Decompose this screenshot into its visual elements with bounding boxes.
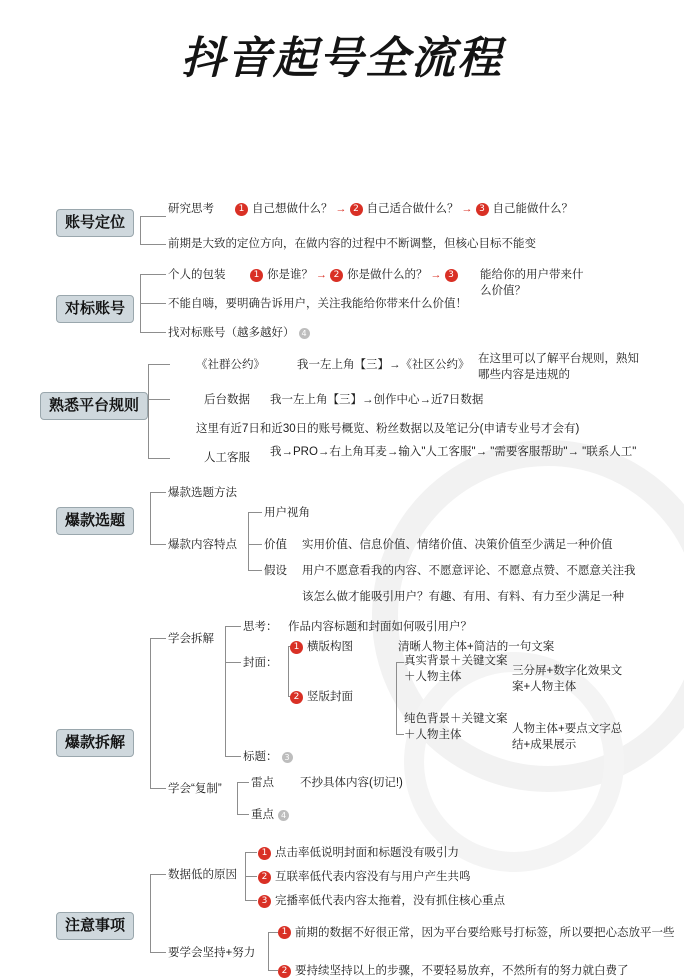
connector [150, 638, 166, 639]
badge-number: 3 [258, 895, 271, 908]
connector [148, 364, 170, 365]
section-label-hot-topic[interactable]: 爆款选题 [56, 507, 134, 535]
item-backend-data-path: 我一左上角【三】→创作中心→近7日数据 [270, 394, 484, 406]
note-benchmark-1: 不能自嗨，要明确告诉用户，关注我能给你带来什么价值！ [168, 298, 467, 310]
connector [268, 932, 278, 933]
connector [140, 216, 141, 244]
connector [150, 788, 166, 789]
item-vertical-cover-style-2-desc: 人物主体+要点文字总结+成果展示 [512, 723, 623, 751]
connector [237, 814, 249, 815]
item-vertical-cover-style-1-desc: 三分屏+数字化效果文案+人物主体 [512, 665, 623, 693]
connector [248, 544, 262, 545]
section-label-account-positioning[interactable]: 账号定位 [56, 209, 134, 237]
branch-persistence-effort: 要学会坚持+努力 [168, 947, 256, 959]
item-community-convention-desc: 在这里可以了解平台规则，熟知哪些内容是违规的 [478, 353, 639, 381]
connector [225, 626, 226, 756]
connector [268, 970, 278, 971]
badge-number: 2 [258, 871, 271, 884]
item-assumption: 假设 [264, 565, 287, 577]
branch-research-thinking: 研究思考 [168, 203, 214, 215]
item-community-convention-path: 我一左上角【三】→《社区公约》 [297, 359, 470, 371]
connector [245, 852, 257, 853]
item-vertical-cover-style-2: 纯色背景＋关键文案＋人物主体 [404, 713, 508, 741]
connector [140, 274, 166, 275]
section-label-hot-deconstruction[interactable]: 爆款拆解 [56, 729, 134, 757]
badge-grey: 4 [299, 328, 310, 339]
badge-number: 2 [350, 203, 363, 216]
item-keep-persisting: 2 要持续坚持以上的步骤，不要轻易放弃，不然所有的努力就白费了 [278, 964, 629, 980]
item-thinking-desc: 作品内容标题和封面如何吸引用户？ [288, 621, 472, 633]
connector [150, 544, 166, 545]
connector [237, 782, 238, 814]
connector [140, 303, 166, 304]
item-cover-label: 封面： [243, 657, 278, 669]
item-value: 价值 [264, 539, 287, 551]
connector [225, 756, 241, 757]
section-label-notes[interactable]: 注意事项 [56, 912, 134, 940]
badge-number: 1 [250, 269, 263, 282]
connector [245, 900, 257, 901]
connector [148, 458, 170, 459]
item-vertical-cover-style-1: 真实背景＋关键文案＋人物主体 [404, 655, 508, 683]
connector [150, 874, 166, 875]
connector [150, 492, 166, 493]
connector [248, 512, 249, 570]
connector [140, 244, 166, 245]
item-pitfall: 雷点 [251, 777, 274, 789]
section-label-platform-rules[interactable]: 熟悉平台规则 [40, 392, 148, 420]
branch-community-convention: 《社群公约》 [196, 359, 265, 371]
badge-number: 3 [445, 269, 458, 282]
item-completion-low: 3 完播率低代表内容太拖着，没有抓住核心重点 [258, 894, 505, 910]
item-horizontal-layout-desc: 清晰人物主体+简洁的一句文案 [398, 641, 555, 653]
item-who-are-you: 1 你是谁？ → 2 你是做什么的？ → 3 [250, 268, 462, 284]
branch-content-traits: 爆款内容特点 [168, 539, 237, 551]
arrow-icon: → [461, 203, 473, 216]
branch-low-data-reasons: 数据低的原因 [168, 869, 237, 881]
branch-learn-to-deconstruct: 学会拆解 [168, 633, 214, 645]
item-user-perspective: 用户视角 [264, 507, 310, 519]
section-label-benchmark-account[interactable]: 对标账号 [56, 295, 134, 323]
note-positioning: 前期是大致的定位方向，在做内容的过程中不断调整，但核心目标不能变 [168, 238, 536, 250]
connector [288, 646, 289, 696]
connector [245, 876, 257, 877]
item-engagement-low: 2 互联率低代表内容没有与用户产生共鸣 [258, 870, 471, 886]
connector [150, 492, 151, 544]
connector [396, 662, 397, 734]
badge-number: 3 [476, 203, 489, 216]
item-assumption-desc-1: 用户不愿意看我的内容、不愿意评论、不愿意点赞、不愿意关注我 [302, 565, 636, 577]
badge-number: 1 [235, 203, 248, 216]
badge-number: 2 [330, 269, 343, 282]
item-value-for-users: 能给你的用户带来什么价值？ [480, 269, 584, 297]
item-pitfall-desc: 不抄具体内容(切记!) [300, 777, 403, 789]
badge-number: 1 [258, 847, 271, 860]
badge-grey: 4 [278, 810, 289, 821]
connector [396, 734, 404, 735]
arrow-icon: → [335, 203, 347, 216]
item-horizontal-layout: 1 横版构图 [290, 640, 353, 656]
badge-number: 1 [278, 926, 291, 939]
connector [150, 638, 151, 788]
item-assumption-desc-2: 该怎么做才能吸引用户？有趣、有用、有料、有力至少满足一种 [302, 591, 624, 603]
arrow-icon: → [316, 269, 327, 282]
badge-number: 1 [290, 641, 303, 654]
branch-learn-to-copy: 学会“复制” [168, 783, 222, 795]
badge-number: 2 [278, 965, 291, 978]
arrow-icon: → [430, 269, 442, 282]
connector [150, 952, 166, 953]
connector [225, 626, 241, 627]
connector [148, 364, 149, 458]
connector [396, 662, 404, 663]
branch-personal-packaging: 个人的包装 [168, 269, 226, 281]
branch-backend-data: 后台数据 [204, 394, 250, 406]
badge-number: 2 [290, 691, 303, 704]
connector [237, 782, 249, 783]
connector [140, 216, 166, 217]
item-value-desc: 实用价值、信息价值、情绪价值、决策价值至少满足一种价值 [302, 539, 613, 551]
branch-topic-method: 爆款选题方法 [168, 487, 237, 499]
badge-grey: 3 [282, 752, 293, 763]
item-early-data-normal: 1 前期的数据不好很正常，因为平台要给账号打标签，所以要把心态放平一些 [278, 926, 655, 942]
item-what-i-want-to-do: 1 自己想做什么？ → 2 自己适合做什么？ → 3 自己能做什么？ [235, 202, 573, 218]
item-title-label: 标题： 3 [243, 750, 293, 766]
item-vertical-cover: 2 竖版封面 [290, 690, 353, 706]
item-backend-data-desc: 这里有近7日和近30日的账号概览、粉丝数据以及笔记分(申请专业号才会有) [196, 423, 580, 435]
connector [268, 932, 269, 970]
item-ctr-low: 1 点击率低说明封面和标题没有吸引力 [258, 846, 459, 862]
connector [148, 399, 170, 400]
note-benchmark-2: 找对标账号（越多越好） 4 [168, 326, 310, 342]
connector [248, 570, 262, 571]
item-key-point: 重点 4 [251, 808, 289, 824]
item-thinking-label: 思考： [243, 621, 278, 633]
connector [140, 332, 166, 333]
connector [248, 512, 262, 513]
branch-human-service: 人工客服 [204, 452, 250, 464]
connector [150, 874, 151, 952]
page-title: 抖音起号全流程 [181, 33, 503, 84]
item-human-service-path: 我→PRO→右上角耳麦→输入"人工客服"→ "需要客服帮助"→ "联系人工" [270, 446, 637, 458]
connector [225, 662, 241, 663]
